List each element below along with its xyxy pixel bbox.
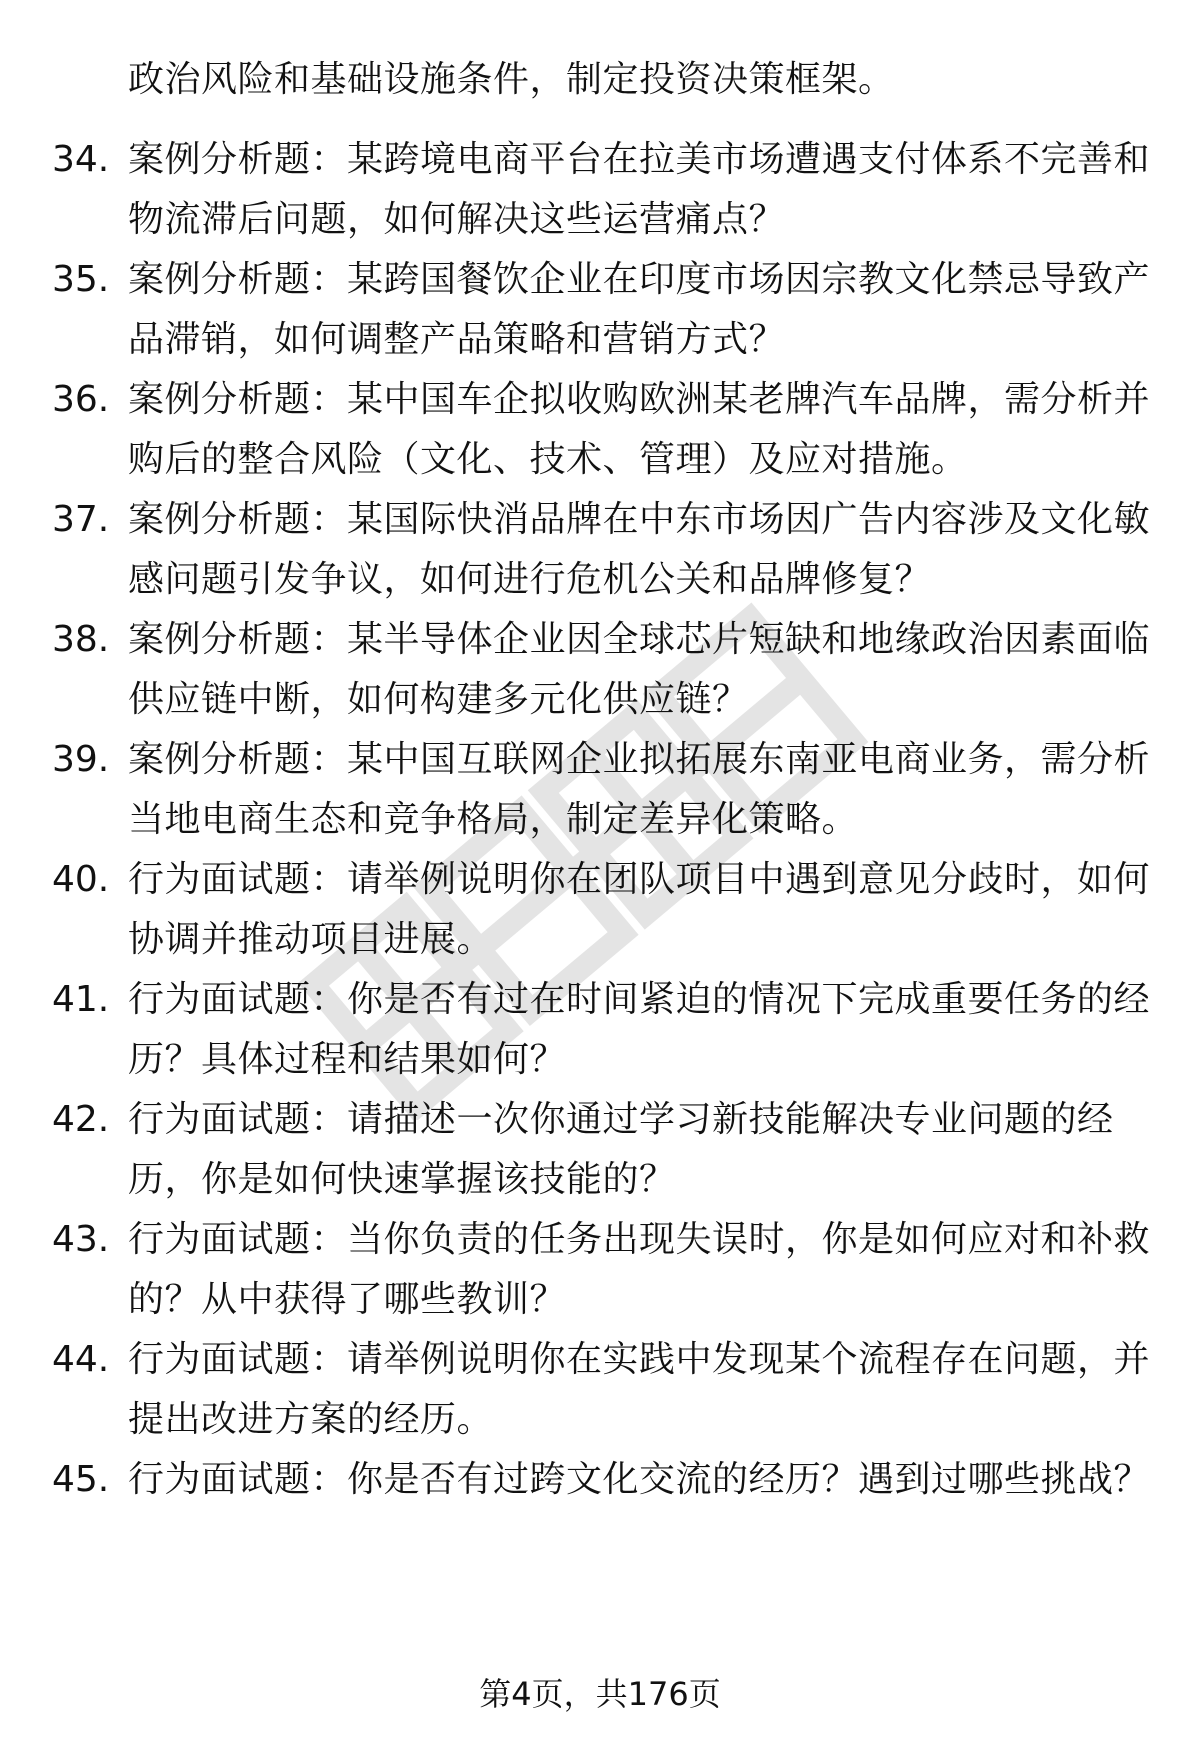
- question-text-line-2: 协调并推动项目进展。: [128, 919, 494, 960]
- question-text-line-2: 品滞销，如何调整产品策略和营销方式？: [128, 319, 786, 360]
- question-text-line-2: 购后的整合风险（文化、技术、管理）及应对措施。: [128, 439, 968, 480]
- question-text-line-2: 的？从中获得了哪些教训？: [128, 1279, 567, 1320]
- question-number: 40.: [52, 859, 110, 900]
- question-text-line-1: 案例分析题：某跨国餐饮企业在印度市场因宗教文化禁忌导致产: [128, 259, 1151, 300]
- question-text-line-1: 案例分析题：某跨境电商平台在拉美市场遭遇支付体系不完善和: [128, 139, 1151, 180]
- question-number: 41.: [52, 979, 110, 1020]
- question-text-line-1: 案例分析题：某中国互联网企业拟拓展东南亚电商业务，需分析: [128, 739, 1151, 780]
- question-number: 43.: [52, 1219, 110, 1260]
- question-text-line-1: 行为面试题：你是否有过在时间紧迫的情况下完成重要任务的经: [128, 979, 1151, 1020]
- question-number: 39.: [52, 739, 110, 780]
- question-text-line-2: 历？具体过程和结果如何？: [128, 1039, 567, 1080]
- question-text-line-1: 行为面试题：你是否有过跨文化交流的经历？遇到过哪些挑战？: [128, 1459, 1151, 1500]
- continuation-text: 政治风险和基础设施条件，制定投资决策框架。: [128, 59, 895, 100]
- question-text-line-2: 当地电商生态和竞争格局，制定差异化策略。: [128, 799, 859, 840]
- question-text-line-2: 物流滞后问题，如何解决这些运营痛点？: [128, 199, 786, 240]
- question-text-line-1: 行为面试题：当你负责的任务出现失误时，你是如何应对和补救: [128, 1219, 1151, 1260]
- question-text-line-1: 案例分析题：某中国车企拟收购欧洲某老牌汽车品牌，需分析并: [128, 379, 1151, 420]
- question-number: 35.: [52, 259, 110, 300]
- question-number: 34.: [52, 139, 110, 180]
- question-text-line-1: 案例分析题：某半导体企业因全球芯片短缺和地缘政治因素面临: [128, 619, 1151, 660]
- question-text-line-2: 历，你是如何快速掌握该技能的？: [128, 1159, 676, 1200]
- question-text-line-1: 行为面试题：请描述一次你通过学习新技能解决专业问题的经: [128, 1099, 1114, 1140]
- question-number: 44.: [52, 1339, 110, 1380]
- question-number: 36.: [52, 379, 110, 420]
- question-text-line-1: 行为面试题：请举例说明你在团队项目中遇到意见分歧时，如何: [128, 859, 1151, 900]
- question-text-line-2: 感问题引发争议，如何进行危机公关和品牌修复？: [128, 559, 932, 600]
- question-text-line-1: 案例分析题：某国际快消品牌在中东市场因广告内容涉及文化敏: [128, 499, 1151, 540]
- question-number: 42.: [52, 1099, 110, 1140]
- question-number: 38.: [52, 619, 110, 660]
- page-footer: 第4页，共176页: [479, 1675, 721, 1713]
- question-number: 37.: [52, 499, 110, 540]
- question-text-line-1: 行为面试题：请举例说明你在实践中发现某个流程存在问题，并: [128, 1339, 1151, 1380]
- question-text-line-2: 提出改进方案的经历。: [128, 1399, 494, 1440]
- question-text-line-2: 供应链中断，如何构建多元化供应链？: [128, 679, 749, 720]
- question-number: 45.: [52, 1459, 110, 1500]
